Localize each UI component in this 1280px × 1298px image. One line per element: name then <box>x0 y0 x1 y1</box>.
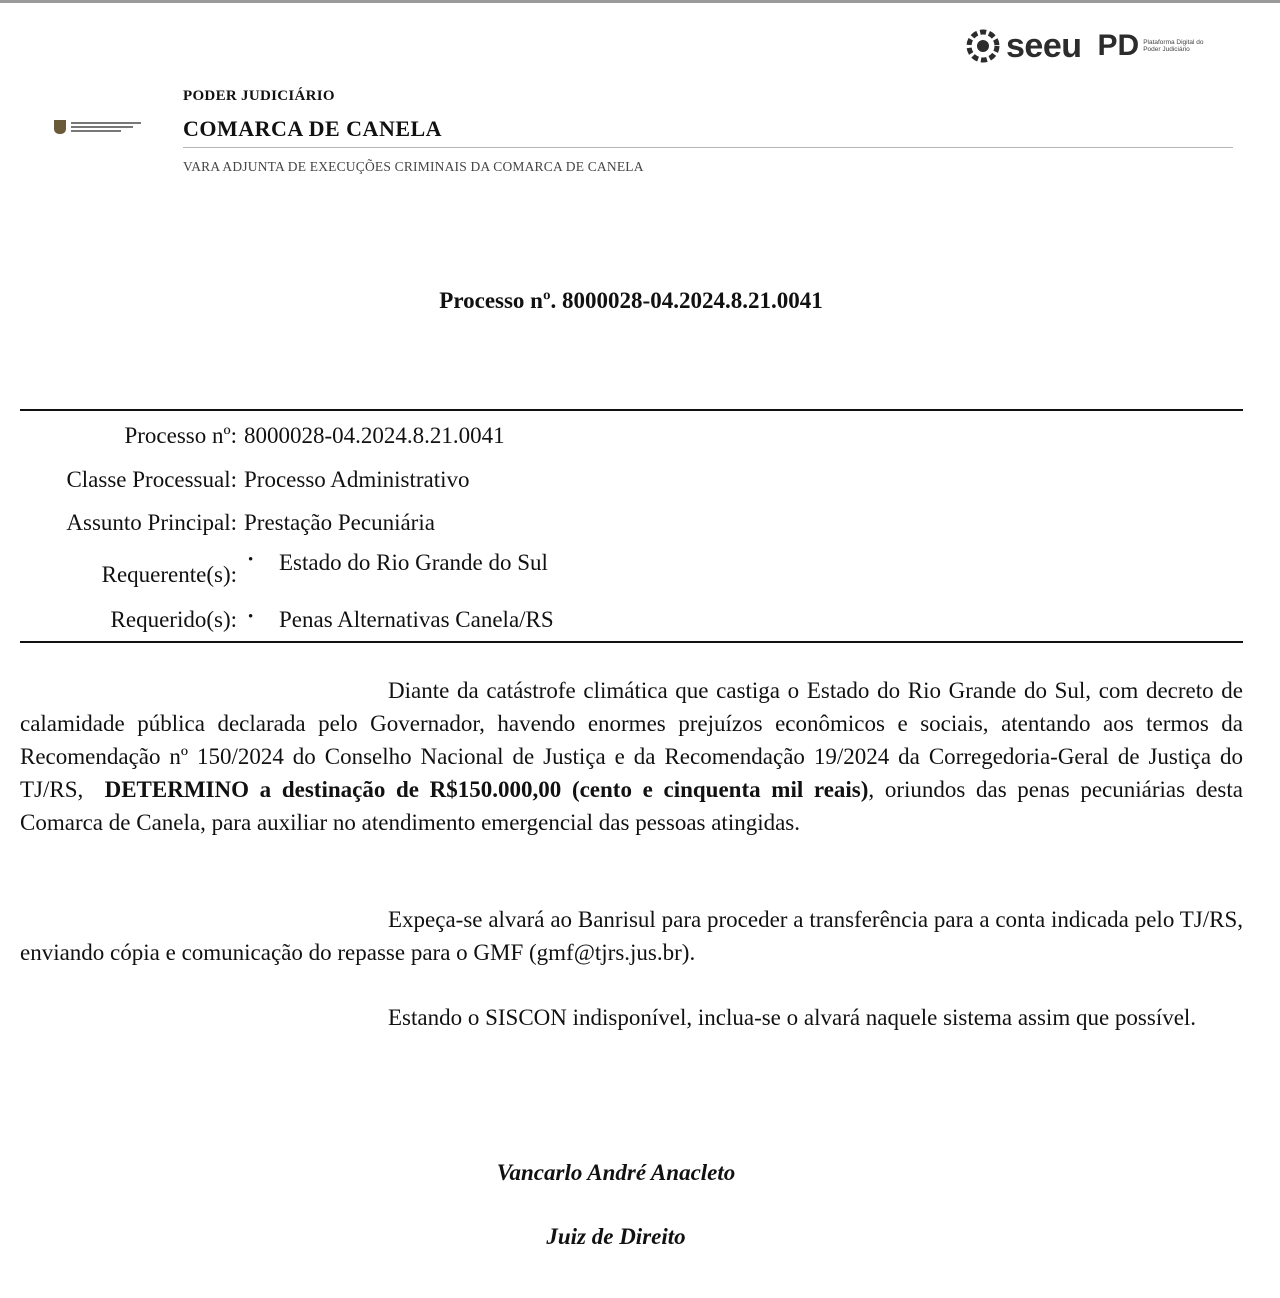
signature-role: Juiz de Direito <box>546 1224 686 1249</box>
determination-bold-text: DETERMINO a destinação de R$150.000,00 (cento e cinquenta mil reais) <box>104 777 869 802</box>
header-vara: VARA ADJUNTA DE EXECUÇÕES CRIMINAIS DA COMARCA DE CANELA <box>183 159 644 174</box>
paragraph-text: , oriundos das penas pecuniárias desta Comarca de Canela, para auxiliar no atendimento emergencial das pessoas atingidas. <box>20 777 1243 835</box>
meta-bottom-divider <box>20 641 1243 643</box>
meta-value: 8000028-04.2024.8.21.0041 <box>244 423 505 448</box>
meta-value: Processo Administrativo <box>244 467 470 492</box>
meta-label: Classe Processual: <box>66 467 237 492</box>
seeu-gear-icon <box>966 29 1000 63</box>
meta-value: Estado do Rio Grande do Sul <box>279 550 548 575</box>
seeu-logo <box>966 29 1082 63</box>
pd-logo-mark: PD <box>1097 29 1140 62</box>
top-border <box>0 0 1280 3</box>
logos <box>966 26 1246 66</box>
paragraph-text: Diante da catástrofe climática que castiga o Estado do Rio Grande do Sul, com decreto de calamidade pública declarada pelo Governador, havendo enormes prejuízos econômicos e sociais, atentando aos termos da Recomendação nº 150/2024 do Conselho Nacional de Justiça e da Recomendação 19/2024 da Corregedoria-Geral de Justiça do TJ/RS, <box>20 678 1243 802</box>
meta-value: Prestação Pecuniária <box>244 510 435 535</box>
meta-label: Requerente(s): <box>101 562 237 587</box>
pd-logo-text: Plataforma Digital do Poder Judiciário <box>1143 39 1204 53</box>
header-divider <box>183 147 1233 148</box>
document-title: Processo nº. 8000028-04.2024.8.21.0041 <box>439 288 823 313</box>
body-paragraph-siscon <box>20 1001 1243 1034</box>
signature-name: Vancarlo André Anacleto <box>496 1160 736 1185</box>
meta-label: Assunto Principal: <box>66 510 237 535</box>
meta-label: Processo nº: <box>124 423 237 448</box>
paragraph-text: Expeça-se alvará ao Banrisul para proceder a transferência para a conta indicada pelo TJ/RS, enviando cópia e comunicação do repasse para o GMF (gmf@tjrs.jus.br). <box>20 907 1243 965</box>
seeu-logo-text: seeu <box>1006 27 1082 65</box>
bullet-icon: • <box>248 609 254 625</box>
meta-top-divider <box>20 409 1243 411</box>
body-paragraph-alvara <box>20 903 1243 969</box>
header-comarca: COMARCA DE CANELA <box>183 116 443 141</box>
meta-value: Penas Alternativas Canela/RS <box>279 607 554 632</box>
header-poder: PODER JUDICIÁRIO <box>183 88 335 104</box>
body-paragraph-determination <box>20 674 1243 839</box>
pd-logo <box>1098 31 1206 61</box>
court-emblem-icon <box>54 120 141 134</box>
meta-label: Requerido(s): <box>110 607 237 632</box>
paragraph-text: Estando o SISCON indisponível, inclua-se o alvará naquele sistema assim que possível. <box>388 1005 1197 1030</box>
bullet-icon: • <box>248 552 254 568</box>
